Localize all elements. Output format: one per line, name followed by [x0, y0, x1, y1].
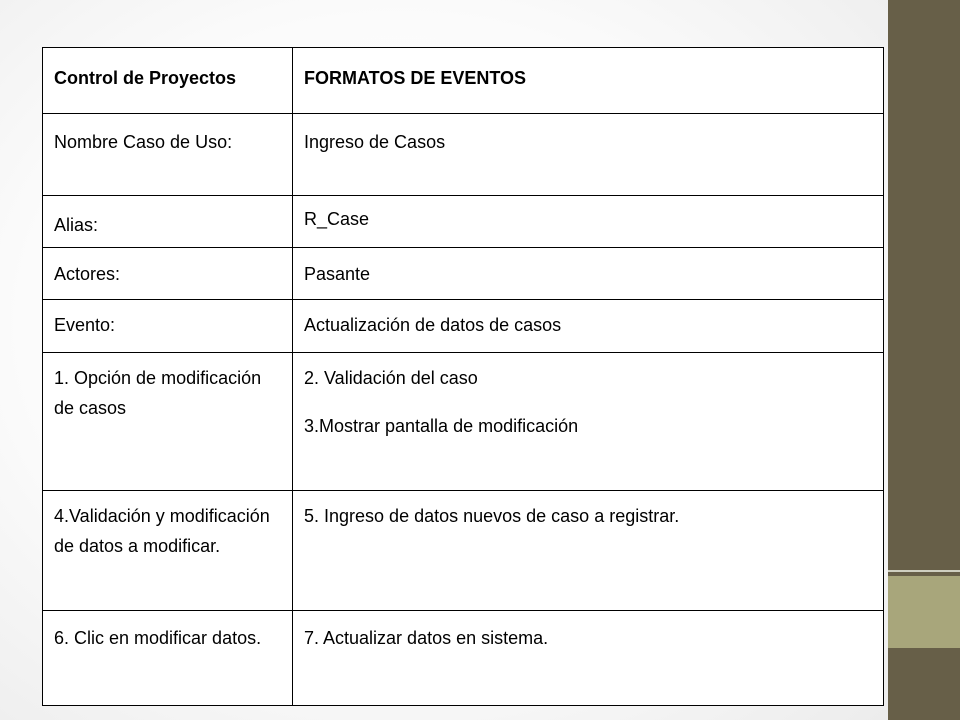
step-2-text: 2. Validación del caso	[304, 368, 478, 388]
label-alias: Alias:	[43, 196, 293, 248]
step-3-text: 3.Mostrar pantalla de modificación	[304, 416, 579, 436]
table-row-header	[43, 48, 884, 114]
side-accent-bar-top	[888, 0, 960, 576]
table-row-alias	[43, 196, 884, 248]
value-actors: Pasante	[293, 248, 884, 300]
value-use-case-name: Ingreso de Casos	[293, 114, 884, 196]
event-format-table	[42, 47, 884, 706]
step-6-cell: 6. Clic en modificar datos.	[43, 611, 293, 706]
table-row-actors	[43, 248, 884, 300]
label-event: Evento:	[43, 300, 293, 353]
table-row-step-1	[43, 353, 884, 491]
steps-2-3-cell	[293, 353, 884, 491]
table-row-step-4	[43, 491, 884, 611]
step-5-cell: 5. Ingreso de datos nuevos de caso a registrar.	[293, 491, 884, 611]
step-1-cell: 1. Opción de modificación de casos	[43, 353, 293, 491]
table-row-event	[43, 300, 884, 353]
table-row-step-6	[43, 611, 884, 706]
step-4-cell: 4.Validación y modificación de datos a modificar.	[43, 491, 293, 611]
side-accent-divider-top	[888, 570, 960, 572]
table-row-use-case-name	[43, 114, 884, 196]
label-actors: Actores:	[43, 248, 293, 300]
header-event-formats: FORMATOS DE EVENTOS	[293, 48, 884, 114]
side-accent-bar-middle	[888, 576, 960, 648]
value-event: Actualización de datos de casos	[293, 300, 884, 353]
label-use-case-name: Nombre Caso de Uso:	[43, 114, 293, 196]
side-accent-bar-bottom	[888, 648, 960, 720]
header-project-control: Control de Proyectos	[43, 48, 293, 114]
step-7-cell: 7. Actualizar datos en sistema.	[293, 611, 884, 706]
value-alias: R_Case	[293, 196, 884, 248]
